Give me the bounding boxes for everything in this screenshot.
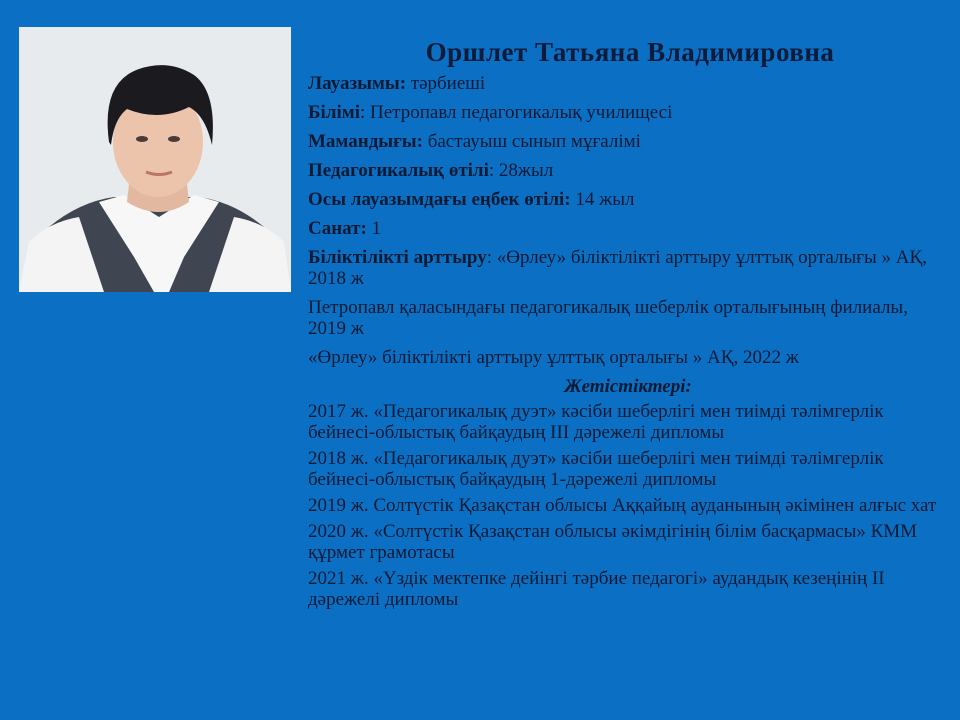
category-label: Санат:: [308, 218, 367, 239]
qualification-label: Біліктілікті арттыру: [308, 247, 487, 268]
specialty-label: Мамандығы:: [308, 131, 423, 152]
portrait-photo: [19, 27, 291, 292]
achievement-item: 2018 ж. «Педагогикалық дуэт» кәсіби шеберлігі мен тиімді тәлімгерлік бейнесі-облыстық байқаудың 1-дәрежелі дипломы: [308, 448, 884, 490]
experience-line: [308, 160, 948, 181]
position-experience-line: [308, 189, 948, 210]
education-line: [308, 102, 948, 123]
achievements-heading: Жетістіктері:: [564, 376, 692, 397]
qualification-line: [308, 247, 948, 289]
achievement-item: 2021 ж. «Үздік мектепке дейінгі тәрбие педагогі» аудандық кезеңінің ІІ дәрежелі дипломы: [308, 568, 885, 610]
position-label: Лауазымы:: [308, 73, 407, 94]
qualification-line-2: Петропавл қаласындағы педагогикалық шеберлік орталығының филиалы, 2019 ж: [308, 297, 908, 339]
education-value: : Петропавл педагогикалық училищесі: [360, 102, 673, 123]
achievement-item: 2017 ж. «Педагогикалық дуэт» кәсіби шеберлігі мен тиімді тәлімгерлік бейнесі-облыстық байқаудың ІІІ дәрежелі дипломы: [308, 401, 884, 443]
category-line: [308, 218, 948, 239]
specialty-line: [308, 131, 948, 152]
position-experience-value: 14 жыл: [570, 189, 635, 210]
qualification-value: : «Өрлеу» біліктілікті арттыру ұлттық орталығы » АҚ, 2018 ж: [308, 247, 927, 289]
person-portrait-image: [19, 27, 291, 292]
qualification-line-3: «Өрлеу» біліктілікті арттыру ұлттық орталығы » АҚ, 2022 ж: [308, 347, 799, 368]
profile-content: [308, 73, 948, 615]
experience-value: : 28жыл: [488, 160, 554, 181]
education-label: Білімі: [308, 102, 360, 123]
position-value: тәрбиеші: [406, 73, 486, 94]
experience-label: Педагогикалық өтілі: [308, 160, 489, 181]
achievement-item: 2020 ж. «Солтүстік Қазақстан облысы әкімдігінің білім басқармасы» КММ құрмет грамотасы: [308, 521, 918, 563]
specialty-value: бастауыш сынып мұғалімі: [422, 131, 641, 152]
achievement-item: 2019 ж. Солтүстік Қазақстан облысы Аққайың ауданының әкімінен алғыс хат: [308, 495, 937, 516]
category-value: 1: [366, 218, 382, 239]
position-experience-label: Осы лауазымдағы еңбек өтілі:: [308, 189, 571, 210]
position-line: [308, 73, 948, 94]
page-title: Оршлет Татьяна Владимировна: [425, 37, 835, 67]
